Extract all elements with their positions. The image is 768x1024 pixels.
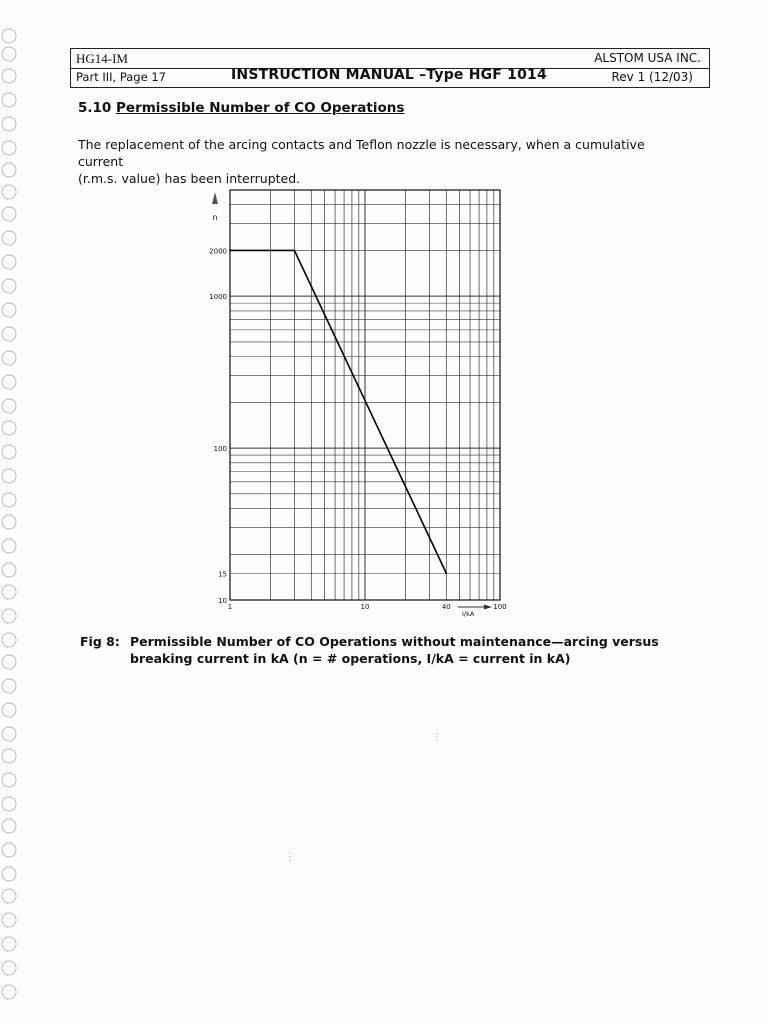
revision: Rev 1 (12/03)	[611, 70, 693, 84]
x-axis-arrow	[484, 605, 492, 610]
operations-chart	[190, 180, 520, 620]
manual-title: INSTRUCTION MANUAL –Type HGF 1014	[231, 67, 547, 83]
figure-caption-text	[130, 633, 720, 667]
binder-holes	[0, 0, 26, 1024]
x-tick-label: 10	[360, 603, 370, 611]
x-tick-label: 1	[227, 603, 233, 611]
figure-label: Fig 8:	[80, 634, 120, 649]
paragraph-line-2: (r.m.s. value) has been interrupted.	[78, 171, 301, 186]
y-tick-label: 1000	[209, 293, 227, 302]
y-axis-label: n	[212, 213, 218, 222]
section-title: Permissible Number of CO Operations	[116, 100, 405, 116]
scan-speck: ⋮	[432, 732, 442, 743]
company-name: ALSTOM USA INC.	[594, 51, 701, 65]
paragraph-line-1: The replacement of the arcing contacts and Teflon nozzle is necessary, when a cumulative current	[78, 137, 645, 169]
caption-line-1: Permissible Number of CO Operations without maintenance—arcing versus	[130, 634, 659, 649]
x-tick-label: 100	[493, 603, 507, 611]
series-line	[230, 250, 446, 573]
page-number: Part III, Page 17	[76, 70, 166, 84]
document-id: HG14-IM	[76, 51, 128, 66]
y-tick-label: 10	[218, 597, 227, 605]
x-axis-label: I/kA	[462, 610, 475, 618]
y-tick-label: 100	[213, 445, 227, 454]
y-tick-label: 2000	[209, 247, 227, 256]
caption-line-2: breaking current in kA (n = # operations, I/kA = current in kA)	[130, 651, 571, 666]
scan-speck: ⋮	[285, 852, 295, 863]
series-point	[294, 250, 296, 252]
y-tick-label: 15	[218, 570, 227, 579]
section-number: 5.10	[78, 100, 112, 116]
section-heading	[78, 100, 404, 116]
series-point	[229, 250, 231, 252]
x-tick-label: 40	[441, 603, 451, 611]
page-header	[70, 48, 710, 88]
series-point	[445, 572, 447, 574]
y-axis-arrow	[212, 192, 218, 204]
